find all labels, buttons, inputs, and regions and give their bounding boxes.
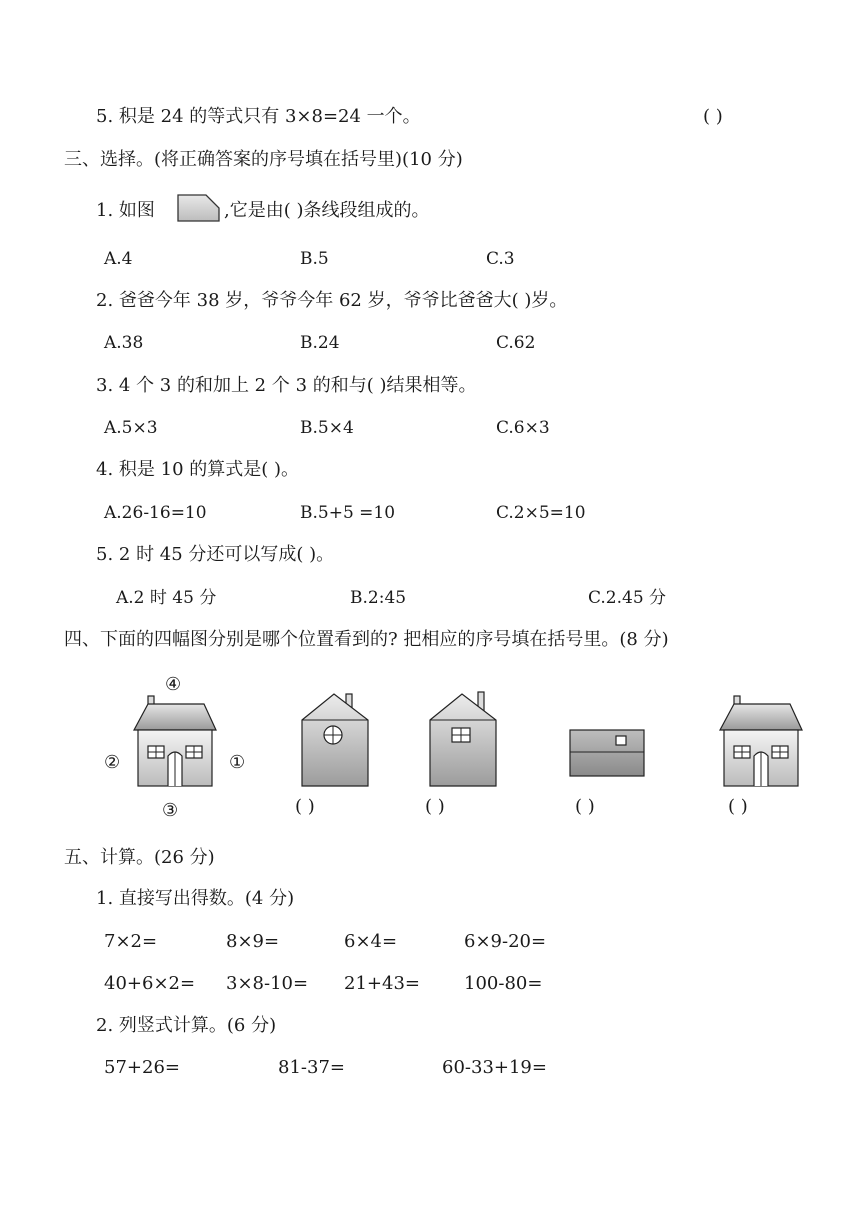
section-3-heading: 三、选择。(将正确答案的序号填在括号里)(10 分) xyxy=(64,149,463,170)
pentagon-figure-icon xyxy=(176,192,222,224)
s3-q1-option-c[interactable]: C.3 xyxy=(486,249,515,269)
s2-q5-text: 5. 积是 24 的等式只有 3×8=24 一个。 xyxy=(96,106,421,127)
view-3-answer-blank[interactable]: ( ) xyxy=(575,796,595,817)
s3-q3-option-a[interactable]: A.5×3 xyxy=(104,418,158,438)
s3-q4-text: 4. 积是 10 的算式是( )。 xyxy=(96,459,300,480)
marker-3-bottom: ③ xyxy=(162,800,179,821)
reference-house-front-icon xyxy=(128,690,220,790)
s2-q5-answer-paren[interactable]: ( ) xyxy=(703,106,723,127)
s3-q2-option-c[interactable]: C.62 xyxy=(496,333,536,353)
s5-part2-label: 2. 列竖式计算。(6 分) xyxy=(96,1015,277,1036)
s3-q2-option-b[interactable]: B.24 xyxy=(300,333,340,353)
calc-item: 6×9-20= xyxy=(464,931,547,952)
s3-q1-after: ,它是由( )条线段组成的。 xyxy=(224,200,430,221)
vertical-calc-item: 81-37= xyxy=(278,1057,345,1078)
s3-q3-text: 3. 4 个 3 的和加上 2 个 3 的和与( )结果相等。 xyxy=(96,375,477,396)
marker-4-top: ④ xyxy=(165,674,182,695)
view-2-answer-blank[interactable]: ( ) xyxy=(425,796,445,817)
calc-item: 7×2= xyxy=(104,931,158,952)
s3-q3-option-b[interactable]: B.5×4 xyxy=(300,418,354,438)
calc-item: 40+6×2= xyxy=(104,973,196,994)
vertical-calc-item: 57+26= xyxy=(104,1057,180,1078)
view-1-answer-blank[interactable]: ( ) xyxy=(295,796,315,817)
side-view-square-window-icon xyxy=(428,690,500,788)
s3-q5-option-a[interactable]: A.2 时 45 分 xyxy=(116,588,217,608)
s3-q4-option-c[interactable]: C.2×5=10 xyxy=(496,503,586,523)
s5-part1-label: 1. 直接写出得数。(4 分) xyxy=(96,888,295,909)
calc-item: 6×4= xyxy=(344,931,398,952)
s3-q4-option-b[interactable]: B.5+5 =10 xyxy=(300,503,396,523)
marker-2-left: ② xyxy=(104,752,121,773)
calc-item: 21+43= xyxy=(344,973,420,994)
view-4-answer-blank[interactable]: ( ) xyxy=(728,796,748,817)
calc-item: 3×8-10= xyxy=(226,973,309,994)
s3-q1-option-b[interactable]: B.5 xyxy=(300,249,329,269)
s3-q5-option-b[interactable]: B.2:45 xyxy=(350,588,407,608)
s3-q1-before: 1. 如图 xyxy=(96,200,155,221)
s3-q1-option-a[interactable]: A.4 xyxy=(104,249,133,269)
s3-q2-text: 2. 爸爸今年 38 岁，爷爷今年 62 岁，爷爷比爸爸大( )岁。 xyxy=(96,290,568,311)
s3-q4-option-a[interactable]: A.26-16=10 xyxy=(104,503,207,523)
side-view-round-window-icon xyxy=(300,690,372,788)
top-view-icon xyxy=(568,728,646,778)
s3-q2-option-a[interactable]: A.38 xyxy=(104,333,144,353)
s3-q5-option-c[interactable]: C.2.45 分 xyxy=(588,588,667,608)
calc-item: 100-80= xyxy=(464,973,543,994)
marker-1-right: ① xyxy=(229,752,246,773)
s3-q5-text: 5. 2 时 45 分还可以写成( )。 xyxy=(96,544,335,565)
section-5-heading: 五、计算。(26 分) xyxy=(64,847,215,868)
calc-item: 8×9= xyxy=(226,931,280,952)
section-4-heading: 四、下面的四幅图分别是哪个位置看到的? 把相应的序号填在括号里。(8 分) xyxy=(64,629,669,650)
front-view-icon xyxy=(714,690,806,790)
s3-q3-option-c[interactable]: C.6×3 xyxy=(496,418,550,438)
vertical-calc-item: 60-33+19= xyxy=(442,1057,547,1078)
